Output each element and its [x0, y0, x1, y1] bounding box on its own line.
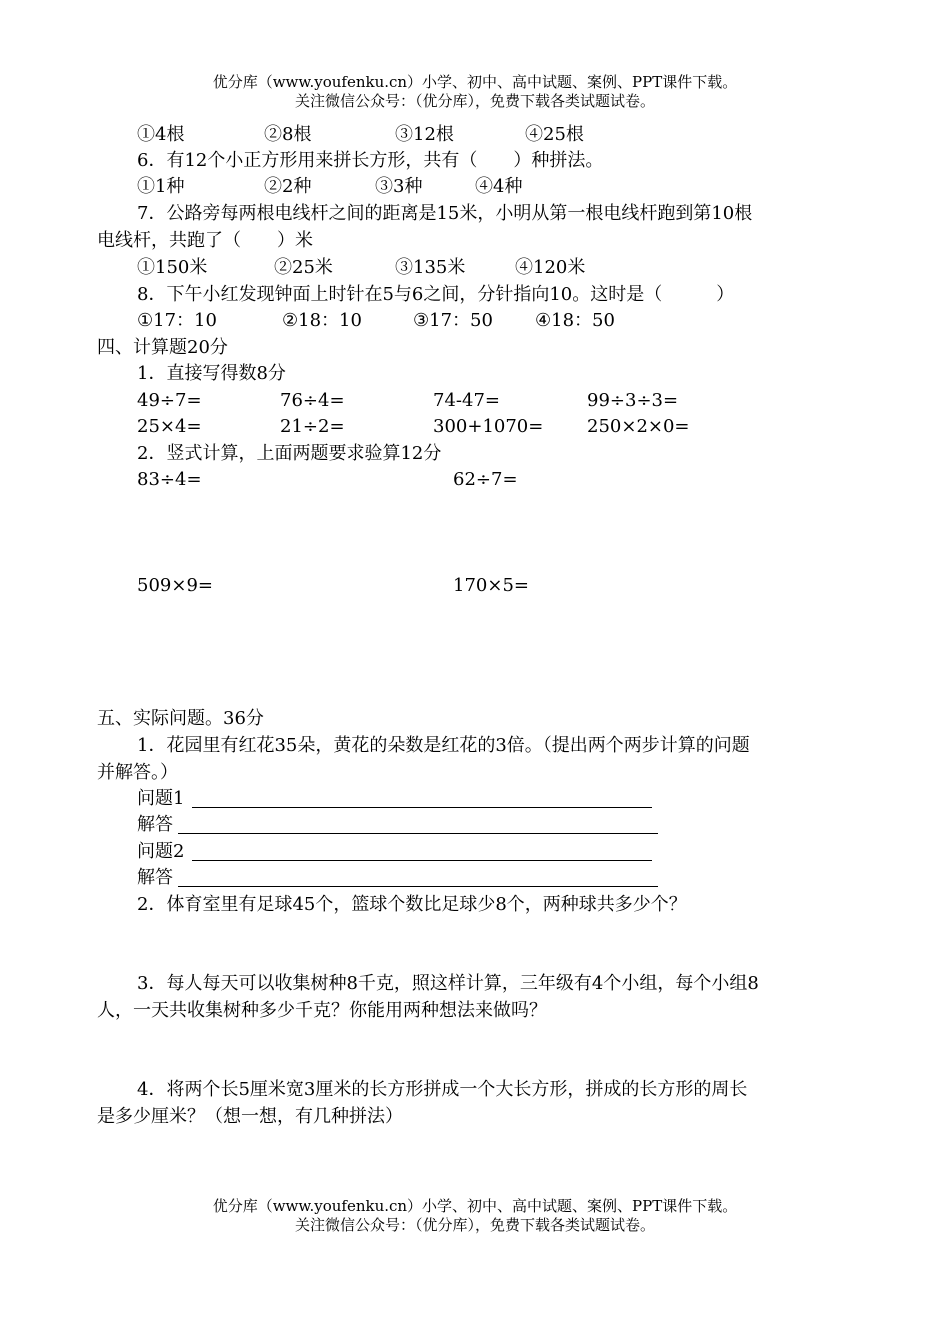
problem3-line2: 人，一天共收集树种多少千克？你能用两种想法来做吗？ — [97, 1000, 547, 1021]
page-header-line1: 优分库（www.youfenku.cn）小学、初中、高中试题、案例、PPT课件下载。 — [212, 73, 738, 91]
answer2-answer-line[interactable] — [178, 886, 658, 887]
calc-item: 76÷4= — [280, 390, 345, 411]
section4-title: 四、计算题20分 — [97, 337, 228, 358]
q8-option-4: ④18：50 — [535, 310, 615, 331]
page-footer-line2: 关注微信公众号：（优分库），免费下载各类试题试卷。 — [294, 1216, 655, 1234]
question2-answer-line[interactable] — [192, 860, 652, 861]
problem4-line1: 4．将两个长5厘米宽3厘米的长方形拼成一个大长方形，拼成的长方形的周长 — [137, 1079, 748, 1100]
q6-option-3: ③3种 — [375, 176, 423, 197]
question1-answer-line[interactable] — [192, 807, 652, 808]
calc-item: 49÷7= — [137, 390, 202, 411]
answer1-answer-line[interactable] — [178, 833, 658, 834]
section5-title: 五、实际问题。36分 — [97, 708, 264, 729]
problem4-line2: 是多少厘米？（想一想，有几种拼法） — [97, 1106, 403, 1127]
vertical-calc-item: 509×9= — [137, 575, 213, 596]
calc-item: 25×4= — [137, 416, 202, 437]
calc-item: 74-47= — [433, 390, 500, 411]
q8-option-3: ③17：50 — [413, 310, 493, 331]
question1-label: 问题1 — [137, 788, 185, 809]
answer1-label: 解答 — [137, 814, 173, 835]
section4-sub1: 1．直接写得数8分 — [137, 363, 286, 384]
q8-text: 8．下午小红发现钟面上时针在5与6之间，分针指向10。这时是（ ） — [137, 284, 735, 305]
section4-sub2: 2．竖式计算，上面两题要求验算12分 — [137, 443, 442, 464]
vertical-calc-item: 62÷7= — [453, 469, 518, 490]
q5-option-3: ③12根 — [395, 124, 454, 145]
q5-option-1: ①4根 — [137, 124, 185, 145]
calc-item: 250×2×0= — [587, 416, 690, 437]
q5-option-4: ④25根 — [525, 124, 584, 145]
calc-item: 21÷2= — [280, 416, 345, 437]
q6-text: 6．有12个小正方形用来拼长方形，共有（ ）种拼法。 — [137, 150, 604, 171]
problem1-line2: 并解答。） — [97, 762, 178, 783]
q6-option-1: ①1种 — [137, 176, 185, 197]
q5-option-2: ②8根 — [264, 124, 312, 145]
q6-option-4: ④4种 — [475, 176, 523, 197]
question2-label: 问题2 — [137, 841, 185, 862]
page-header-line2: 关注微信公众号：（优分库），免费下载各类试题试卷。 — [294, 92, 655, 110]
q7-line1: 7．公路旁每两根电线杆之间的距离是15米，小明从第一根电线杆跑到第10根 — [137, 203, 753, 224]
q8-option-1: ①17：10 — [137, 310, 217, 331]
q7-line2: 电线杆，共跑了（ ）米 — [97, 230, 313, 251]
problem3-line1: 3．每人每天可以收集树种8千克，照这样计算，三年级有4个小组，每个小组8 — [137, 973, 759, 994]
calc-item: 300+1070= — [433, 416, 544, 437]
q7-option-1: ①150米 — [137, 257, 208, 278]
q6-option-2: ②2种 — [264, 176, 312, 197]
q7-option-3: ③135米 — [395, 257, 466, 278]
vertical-calc-item: 83÷4= — [137, 469, 202, 490]
q8-option-2: ②18：10 — [282, 310, 362, 331]
q7-option-4: ④120米 — [515, 257, 586, 278]
page-footer-line1: 优分库（www.youfenku.cn）小学、初中、高中试题、案例、PPT课件下载。 — [212, 1197, 738, 1215]
calc-item: 99÷3÷3= — [587, 390, 679, 411]
problem2-text: 2．体育室里有足球45个，篮球个数比足球少8个，两种球共多少个？ — [137, 894, 687, 915]
q7-option-2: ②25米 — [274, 257, 333, 278]
answer2-label: 解答 — [137, 867, 173, 888]
problem1-line1: 1．花园里有红花35朵，黄花的朵数是红花的3倍。（提出两个两步计算的问题 — [137, 735, 750, 756]
vertical-calc-item: 170×5= — [453, 575, 529, 596]
